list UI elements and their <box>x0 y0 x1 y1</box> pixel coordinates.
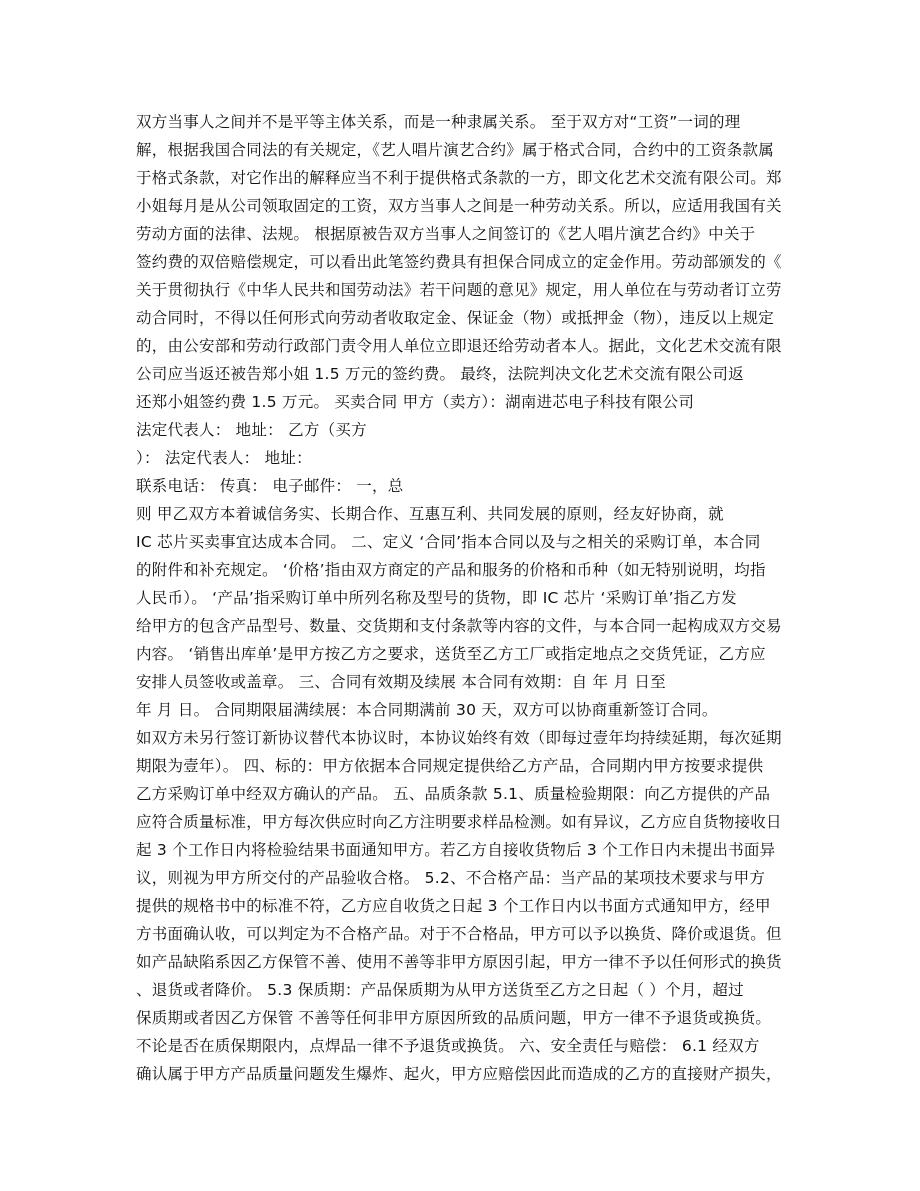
text-line: 劳动方面的法律、法规。 根据原被告双方当事人之间签订的《艺人唱片演艺合约》中关于 <box>136 225 756 243</box>
text-line: 期限为壹年）。 四、标的：甲方依据本合同规定提供给乙方产品，合同期内甲方按要求提供 <box>136 757 764 775</box>
text-line: 乙方采购订单中经双方确认的产品。 五、品质条款 5.1、质量检验期限：向乙方提供的产品 <box>136 785 771 803</box>
text-line: 如产品缺陷系因乙方保管不善、使用不善等非甲方原因引起，甲方一律不予以任何形式的换货 <box>136 953 782 971</box>
text-line: 解，根据我国合同法的有关规定，《艺人唱片演艺合约》属于格式合同，合约中的工资条款属 <box>136 141 775 159</box>
text-line: 动合同时，不得以任何形式向劳动者收取定金、保证金（物）或抵押金（物），违反以上规定 <box>136 309 775 327</box>
text-line: 保质期或者因乙方保管 不善等任何非甲方原因所致的品质问题，甲方一律不予退货或换货。 <box>136 1009 772 1027</box>
text-line: 的，由公安部和劳动行政部门责令用人单位立即退还给劳动者本人。据此，文化艺术交流有限 <box>136 337 782 355</box>
text-line: 则 甲乙双方本着诚信务实、长期合作、互惠互利、共同发展的原则，经友好协商，就 <box>136 505 724 523</box>
text-line: 的附件和补充规定。 ‘价格’指由双方商定的产品和服务的价格和币种（如无特别说明，均指 <box>136 561 766 579</box>
text-line: 小姐每月是从公司领取固定的工资，双方当事人之间是一种劳动关系。所以，应适用我国有关 <box>136 197 782 215</box>
text-line: ）： 法定代表人： 地址： <box>136 449 312 467</box>
text-line: 起 3 个工作日内将检验结果书面通知甲方。若乙方自接收货物后 3 个工作日内未提出书面异 <box>136 841 776 859</box>
text-line: 关于贯彻执行《中华人民共和国劳动法》若干问题的意见》规定，用人单位在与劳动者订立劳 <box>136 281 782 299</box>
text-line: 法定代表人： 地址： 乙方（买方 <box>136 421 367 439</box>
text-line: 议，则视为甲方所交付的产品验收合格。 5.2、不合格产品：当产品的某项技术要求与甲方 <box>136 869 766 887</box>
text-line: 、退货或者降价。 5.3 保质期：产品保质期为从甲方送货至乙方之日起（ ）个月，超过 <box>136 981 744 999</box>
text-line: 给甲方的包含产品型号、数量、交货期和支付条款等内容的文件，与本合同一起构成双方交易 <box>136 617 782 635</box>
text-line: 提供的规格书中的标准不符，乙方应自收货之日起 3 个工作日内以书面方式通知甲方，经甲 <box>136 897 771 915</box>
text-line: 安排人员签收或盖章。 三、合同有效期及续展 本合同有效期：自 年 月 日至 <box>136 673 666 691</box>
text-line: 人民币）。 ‘产品’指采购订单中所列名称及型号的货物，即 IC 芯片 ‘采购订单’指乙方发 <box>136 589 737 607</box>
text-line: 签约费的双倍赔偿规定，可以看出此笔签约费具有担保合同成立的定金作用。劳动部颁发的《 <box>136 253 782 271</box>
text-line: 于格式条款，对它作出的解释应当不利于提供格式条款的一方，即文化艺术交流有限公司。郑 <box>136 169 782 187</box>
text-line: 确认属于甲方产品质量问题发生爆炸、起火，甲方应赔偿因此而造成的乙方的直接财产损失， <box>136 1065 782 1083</box>
text-line: 联系电话： 传真： 电子邮件： 一，总 <box>136 477 404 495</box>
text-line: 不论是否在质保期限内，点焊品一律不予退货或换货。 六、安全责任与赔偿： 6.1 经双方 <box>136 1037 760 1055</box>
text-line: IC 芯片买卖事宜达成本合同。 二、定义 ‘合同’指本合同以及与之相关的采购订单，本合同 <box>136 533 761 551</box>
text-line: 方书面确认收，可以判定为不合格产品。对于不合格品，甲方可以予以换货、降价或退货。但 <box>136 925 782 943</box>
text-line: 公司应当返还被告郑小姐 1.5 万元的签约费。 最终，法院判决文化艺术交流有限公司返 <box>136 365 744 383</box>
text-line: 应符合质量标准，甲方每次供应时向乙方注明要求样品检测。如有异议，乙方应自货物接收日 <box>136 813 782 831</box>
text-line: 双方当事人之间并不是平等主体关系，而是一种隶属关系。 至于双方对“工资”一词的理 <box>136 113 741 131</box>
text-line: 年 月 日。 合同期限届满续展：本合同期满前 30 天，双方可以协商重新签订合同。 <box>136 701 718 719</box>
text-line: 内容。 ‘销售出库单’是甲方按乙方之要求，送货至乙方工厂或指定地点之交货凭证，乙方应 <box>136 645 766 663</box>
text-line: 如双方未另行签订新协议替代本协议时，本协议始终有效（即每过壹年均持续延期，每次延期 <box>136 729 782 747</box>
text-line: 还郑小姐签约费 1.5 万元。 买卖合同 甲方（卖方）：湖南进芯电子科技有限公司 <box>136 393 695 411</box>
